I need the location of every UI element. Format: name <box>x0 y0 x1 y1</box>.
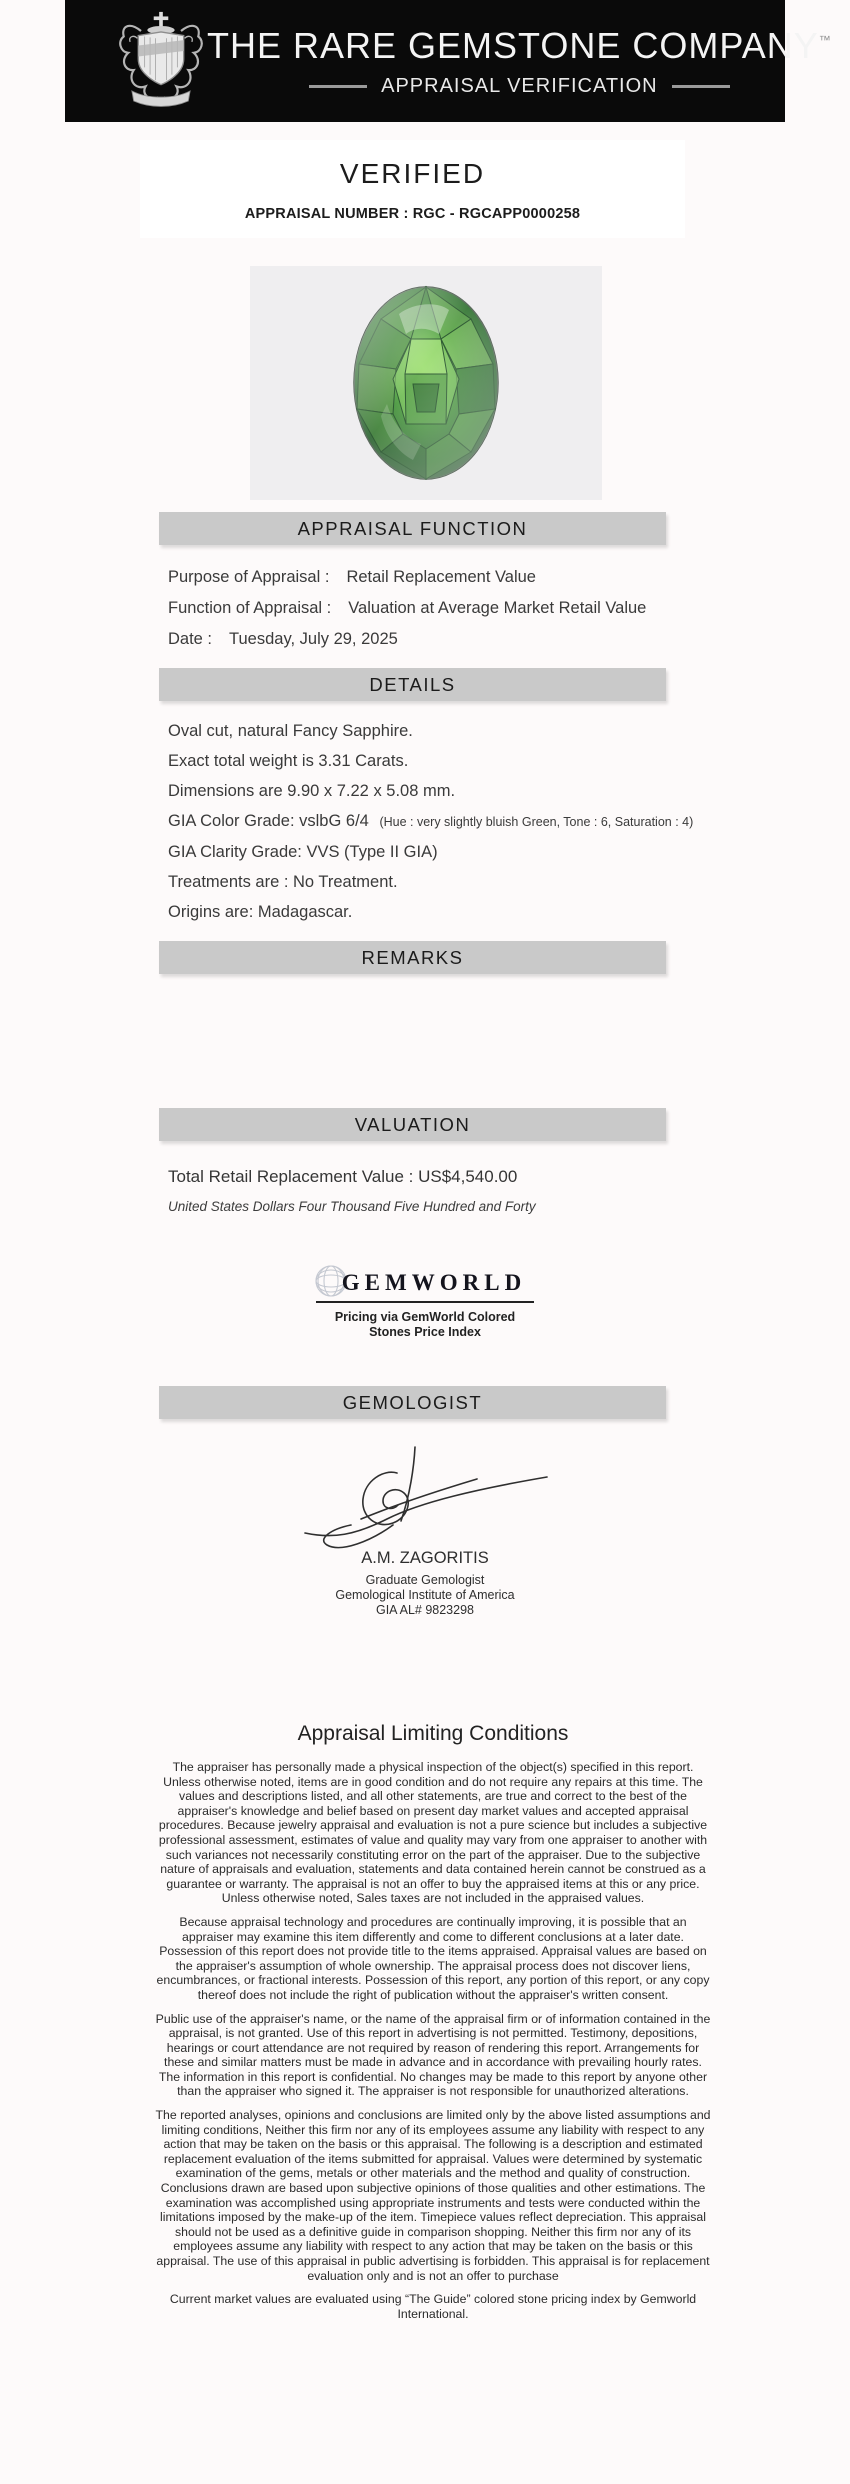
valuation-total: Total Retail Replacement Value : US$4,540.00 <box>168 1167 518 1186</box>
detail-color-grade-line <box>168 806 785 837</box>
appraisal-number: APPRAISAL NUMBER : RGC - RGCAPP0000258 <box>244 206 581 222</box>
limiting-conditions-paragraph-1: The appraiser has personally made a physical inspection of the object(s) specified in this report. Unless otherwise noted, items are in good condition and do not require any repairs at this time. The values and descriptions listed, and all other statements, are true and correct to the best of the appraiser's knowledge and belief based on present day market values and accepted appraisal procedures. Because jewelry appraisal and evaluation is not a pure science but includes a subjective professional assessment, estimates of value and quality may vary from one appraiser to another with such variances not necessarily constituting error on the part of the appraiser. Due to the subjective nature of appraisals and evaluation, statements and data contained herein cannot be construed as a guarantee or warranty. The appraisal is not an offer to buy the appraised items at this or any price. Unless otherwise noted, Sales taxes are not included in the appraised values. <box>158 1760 708 1906</box>
purpose-label: Purpose of Appraisal : <box>168 568 330 586</box>
verified-panel <box>140 140 685 238</box>
valuation-lines <box>168 1167 785 1214</box>
verified-status: VERIFIED <box>339 158 486 189</box>
gemworld-caption-line1: Pricing via GemWorld Colored <box>334 1310 516 1324</box>
limiting-conditions-paragraph-4: The reported analyses, opinions and conclusions are limited only by the above listed assumptions and limiting conditions, Neither this firm nor any of its employees assume any liability with respect to any action that may be taken on the basis or this appraisal. The following is a description and estimated replacement evaluation of the items submitted for appraisal. Values were determined by systematic examination of the gems, metals or other materials and the method and quality of construction. Conclusions drawn are based upon subjective opinions of those qualities and other estimations. The examination was accomplished using appropriate instruments and tests were conducted within the limitations imposed by the make-up of the item. Timepiece values reflect depreciation. This appraisal should not be used as a definitive guide in comparison shopping. Neither this firm nor any of its employees assume any liability with respect to any action that may be taken on the basis or this appraisal. The use of this appraisal in public advertising is forbidden. This appraisal is for replacement evaluation only and is not an offer to purchase <box>155 2108 711 2283</box>
limiting-conditions-paragraph-2: Because appraisal technology and procedures are continually improving, it is possible that an appraiser may examine this item differently and come to different conclusions at a later date. Possession of this report does not provide title to the items appraised. Appraisal values are based on the appraiser's assumption of whole ownership. The appraisal process does not discover liens, encumbrances, or fractional interests. Possession of this report, any portion of this report, or any copy thereof does not include the right of publication without the appraiser's written consent. <box>156 1914 710 2002</box>
gemworld-caption-line2: Stones Price Index <box>369 1325 481 1339</box>
page-header <box>65 0 832 122</box>
gemworld-caption <box>65 1310 785 1340</box>
date-value: Tuesday, July 29, 2025 <box>229 630 398 648</box>
gemologist-signature <box>297 1441 553 1549</box>
purpose-value: Retail Replacement Value <box>346 568 536 586</box>
section-bar-details <box>159 668 666 701</box>
appraisal-verification-page <box>65 0 832 2484</box>
gemologist-credential-3: GIA AL# 9823298 <box>375 1603 474 1617</box>
limiting-conditions-paragraph-3: Public use of the appraiser's name, or the name of the appraisal firm or of information contained in the appraisal, is not granted. Use of this report in advertising is not permitted. Testimony, depositions, hearings or court attendance are not required by reason of rendering this report. Arrangements for these and similar matters must be made in advance and in accordance with prevailing hourly rates. The information in this report is confidential. No changes may be made to this report by anyone other than the appraiser who signed it. The appraiser is not responsible for unauthorized alterations. <box>155 2011 711 2099</box>
gemstone-oval-image <box>351 284 501 482</box>
section-title: APPRAISAL FUNCTION <box>297 517 528 539</box>
gemologist-name: A.M. ZAGORITIS <box>361 1549 489 1567</box>
section-bar-valuation <box>159 1108 666 1141</box>
bottom-margin <box>65 2330 785 2420</box>
section-title: GEMOLOGIST <box>342 1391 483 1413</box>
gemworld-logotype: GEMWORLD <box>341 1270 527 1295</box>
gemologist-credential-1: Graduate Gemologist <box>365 1573 485 1587</box>
gemologist-identity <box>65 1549 785 1618</box>
gemologist-credential-2: Gemological Institute of America <box>335 1588 515 1602</box>
date-label: Date : <box>168 630 213 648</box>
detail-cut-line: Oval cut, natural Fancy Sapphire. <box>168 722 413 740</box>
section-bar-remarks <box>159 941 666 974</box>
company-crest-icon <box>115 11 207 111</box>
color-grade-text: GIA Color Grade: vslbG 6/4 <box>168 812 369 830</box>
detail-origins-line: Origins are: Madagascar. <box>168 903 353 921</box>
right-dash-line <box>672 85 730 88</box>
section-title: REMARKS <box>361 946 464 968</box>
section-bar-appraisal-function <box>159 512 666 545</box>
detail-clarity-line: GIA Clarity Grade: VVS (Type II GIA) <box>168 843 438 861</box>
details-lines <box>168 716 785 927</box>
section-title: DETAILS <box>369 673 456 695</box>
appraisal-function-rows <box>168 562 785 655</box>
detail-treatments-line: Treatments are : No Treatment. <box>168 873 398 891</box>
section-title: VALUATION <box>354 1113 471 1135</box>
purpose-row <box>168 562 785 593</box>
gemworld-pricing-block <box>65 1266 785 1340</box>
gemworld-logo <box>316 1266 534 1303</box>
gemstone-photo <box>250 266 602 500</box>
header-subtitle-row <box>207 75 832 98</box>
header-titles <box>207 25 850 98</box>
section-bar-gemologist <box>159 1386 666 1419</box>
limiting-conditions-paragraph-5: Current market values are evaluated using “The Guide” colored stone pricing index by Gemworld International. <box>169 2292 697 2321</box>
function-row <box>168 593 785 624</box>
limiting-conditions-section <box>153 1722 713 2321</box>
left-dash-line <box>309 85 367 88</box>
detail-weight-line: Exact total weight is 3.31 Carats. <box>168 752 409 770</box>
date-row <box>168 624 785 655</box>
function-label: Function of Appraisal : <box>168 599 332 617</box>
header-subtitle: APPRAISAL VERIFICATION <box>381 74 658 97</box>
limiting-conditions-heading: Appraisal Limiting Conditions <box>297 1722 569 1745</box>
company-name: THE RARE GEMSTONE COMPANY™ <box>207 24 832 66</box>
trademark-symbol: ™ <box>818 32 832 47</box>
valuation-amount-words: United States Dollars Four Thousand Five Hundred and Forty <box>168 1199 536 1214</box>
color-grade-note: (Hue : very slightly bluish Green, Tone : 6, Saturation : 4) <box>379 815 694 829</box>
remarks-empty-area <box>65 974 785 1108</box>
function-value: Valuation at Average Market Retail Value <box>348 599 647 617</box>
detail-dimensions-line: Dimensions are 9.90 x 7.22 x 5.08 mm. <box>168 782 456 800</box>
